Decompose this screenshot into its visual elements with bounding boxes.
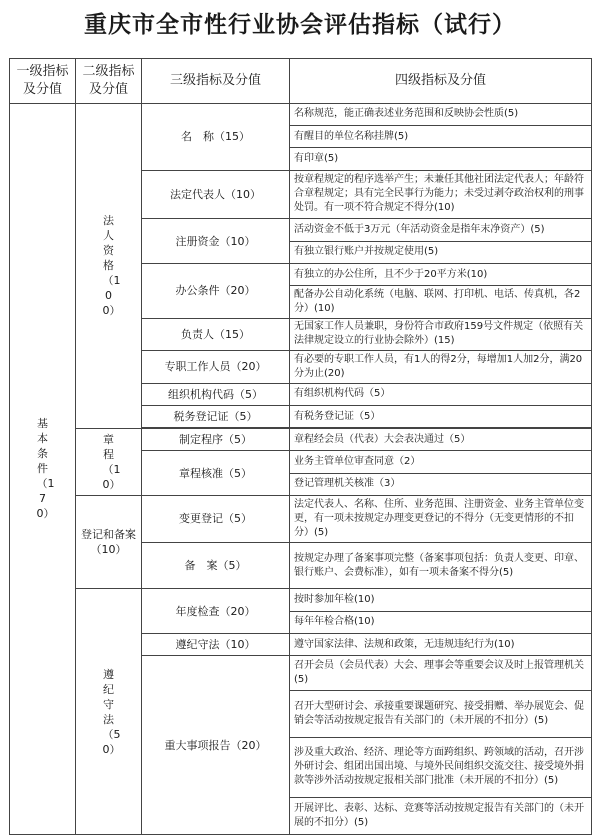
level2-charter-cell xyxy=(76,429,142,496)
table-row xyxy=(10,429,592,451)
table-row xyxy=(10,496,592,543)
header-level3: 三级指标及分值 xyxy=(142,59,290,104)
level4-office-1: 有独立的办公住所，且不少于20平方米(10) xyxy=(290,263,592,285)
level3-approval: 章程核准（5） xyxy=(142,451,290,496)
table-row xyxy=(10,589,592,611)
level3-orgcode: 组织机构代码（5） xyxy=(142,383,290,405)
level4-capital-1: 活动资金不低于3万元（年活动资金是指年末净资产）(5) xyxy=(290,219,592,241)
level2-charter: 章程（10） xyxy=(102,433,121,492)
level4-procedure-1: 章程经会员（代表）大会表决通过（5） xyxy=(290,429,592,451)
level4-office-2: 配备办公自动化系统（电脑、联网、打印机、电话、传真机，各2分）(10) xyxy=(290,286,592,318)
level4-report-3: 涉及重大政治、经济、理论等方面跨组织、跨领域的活动，召开涉外研讨会、组团出国出境、与境外民间组织交流交往、接受境外捐款等涉外活动按规定报相关部门批准（未开展的不扣分）(5) xyxy=(290,737,592,798)
level4-annual-1: 按时参加年检(10) xyxy=(290,589,592,611)
level4-capital-2: 有独立银行账户并按规定使用(5) xyxy=(290,241,592,263)
level1-cell xyxy=(10,103,76,834)
level3-legal-rep: 法定代表人（10） xyxy=(142,170,290,219)
level3-name: 名 称（15） xyxy=(142,103,290,170)
header-level4: 四级指标及分值 xyxy=(290,59,592,104)
level2-legal-qualification: 法人资格（100） xyxy=(102,214,121,318)
level3-capital: 注册资金（10） xyxy=(142,219,290,264)
level3-filing: 备 案（5） xyxy=(142,542,290,589)
level3-report: 重大事项报告（20） xyxy=(142,656,290,835)
level4-filing-1: 按规定办理了备案事项完整（备案事项包括：负责人变更、印章、银行账户、会费标准），如有一项未备案不得分(5) xyxy=(290,542,592,589)
table-row xyxy=(10,103,592,125)
level3-staff: 专职工作人员（20） xyxy=(142,351,290,383)
level2-legal-cell xyxy=(76,103,142,429)
level4-name-3: 有印章(5) xyxy=(290,148,592,170)
level4-name-2: 有醒目的单位名称挂牌(5) xyxy=(290,125,592,147)
indicator-table xyxy=(9,58,592,835)
level4-law-1: 遵守国家法律、法规和政策，无违规违纪行为(10) xyxy=(290,634,592,656)
level4-change-1: 法定代表人、名称、住所、业务范围、注册资金、业务主管单位变更，有一项未按规定办理变更登记的不得分（无变更情形的不扣分）(5) xyxy=(290,496,592,543)
level4-head-1: 无国家工作人员兼职，身份符合市政府159号文件规定（依照有关法律规定设立的行业协会除外）(15) xyxy=(290,318,592,350)
level4-staff-1: 有必要的专职工作人员，有1人的得2分，每增加1人加2分，满20分为止(20) xyxy=(290,351,592,383)
level2-compliance: 遵纪守法（50） xyxy=(102,667,121,756)
level3-office: 办公条件（20） xyxy=(142,263,290,318)
level4-approval-1: 业务主管单位审查同意（2） xyxy=(290,451,592,473)
header-row xyxy=(10,59,592,104)
header-level2: 二级指标及分值 xyxy=(76,59,142,104)
header-level1: 一级指标及分值 xyxy=(10,59,76,104)
level3-tax: 税务登记证（5） xyxy=(142,405,290,427)
level2-compliance-cell xyxy=(76,589,142,835)
level4-orgcode-1: 有组织机构代码（5） xyxy=(290,383,592,405)
level1-basic-conditions: 基本条件（170） xyxy=(36,417,55,521)
level4-report-1: 召开会员（会员代表）大会、理事会等重要会议及时上报管理机关(5) xyxy=(290,656,592,690)
level2-registration: 登记和备案（10） xyxy=(76,496,142,589)
level4-approval-2: 登记管理机关核准（3） xyxy=(290,473,592,495)
level3-head: 负责人（15） xyxy=(142,318,290,350)
page-title: 重庆市全市性行业协会评估指标（试行） xyxy=(84,11,516,38)
level4-report-2: 召开大型研讨会、承接重要课题研究、接受捐赠、举办展览会、促销会等活动按规定报告有关部门的（未开展的不扣分）(5) xyxy=(290,690,592,737)
level4-rep-1: 按章程规定的程序选举产生；未兼任其他社团法定代表人；年龄符合章程规定；具有完全民事行为能力；未受过剥夺政治权利的刑事处罚。有一项不符合规定不得分(10) xyxy=(290,170,592,219)
level4-report-4: 开展评比、表彰、达标、竞赛等活动按规定报告有关部门的（未开展的不扣分）(5) xyxy=(290,798,592,835)
level4-name-1: 名称规范，能正确表述业务范围和反映协会性质(5) xyxy=(290,103,592,125)
level4-tax-1: 有税务登记证（5） xyxy=(290,405,592,427)
level3-change: 变更登记（5） xyxy=(142,496,290,543)
level4-annual-2: 每年年检合格(10) xyxy=(290,611,592,633)
level3-procedure: 制定程序（5） xyxy=(142,429,290,451)
level3-annual: 年度检查（20） xyxy=(142,589,290,634)
level3-law: 遵纪守法（10） xyxy=(142,634,290,656)
